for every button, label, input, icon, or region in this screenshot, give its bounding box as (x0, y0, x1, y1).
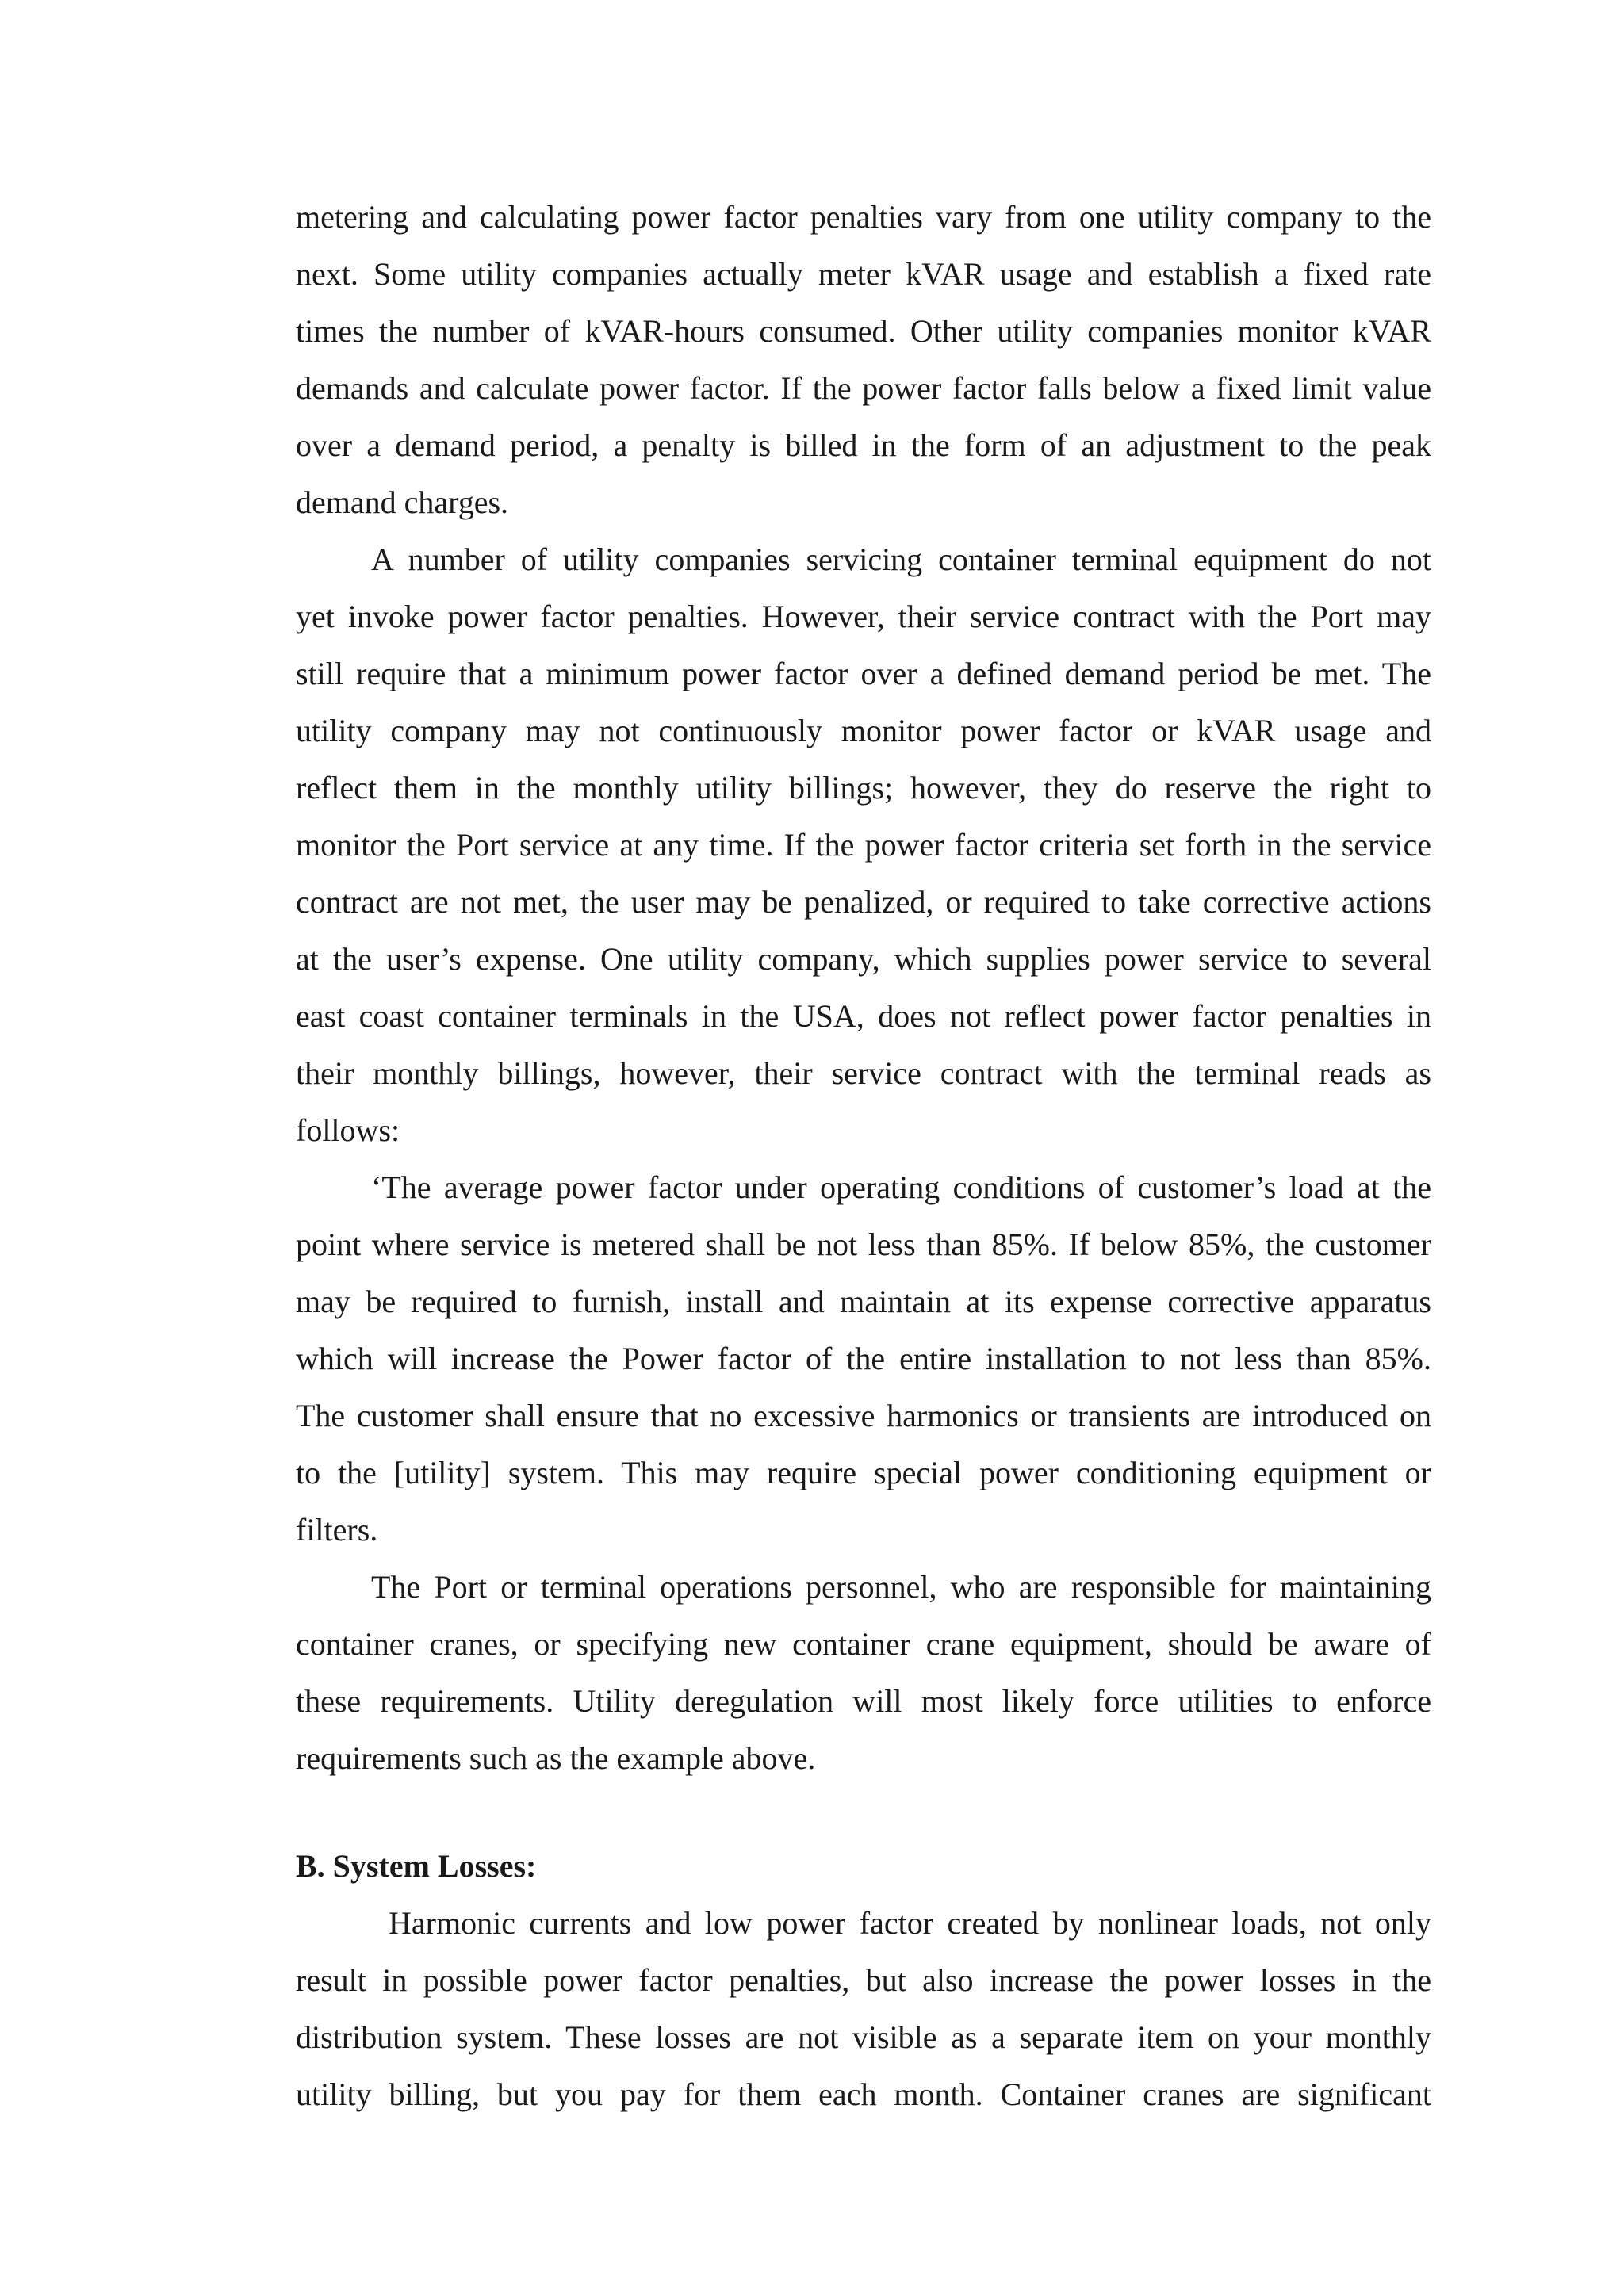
paragraph-2-line-9: east coast container terminals in the USA, does not reflect power factor penalties in (296, 998, 1431, 1034)
paragraph-5-line-3: distribution system. These losses are not visible as a separate item on your monthly (296, 2019, 1431, 2055)
paragraph-1-line-3: times the number of kVAR-hours consumed. Other utility companies monitor kVAR (296, 313, 1431, 349)
paragraph-1-line-4: demands and calculate power factor. If the power factor falls below a fixed limit value (296, 370, 1431, 406)
paragraph-2-line-11: follows: (296, 1112, 400, 1148)
paragraph-3-line-3: may be required to furnish, install and maintain at its expense corrective apparatus (296, 1284, 1431, 1319)
paragraph-1-line-2: next. Some utility companies actually meter kVAR usage and establish a fixed rate (296, 256, 1431, 292)
paragraph-1-line-6: demand charges. (296, 484, 509, 520)
paragraph-4-line-4: requirements such as the example above. (296, 1740, 816, 1776)
paragraph-3-line-1: ‘The average power factor under operating conditions of customer’s load at the (371, 1169, 1431, 1205)
paragraph-2-line-3: still require that a minimum power factor over a defined demand period be met. The (296, 656, 1431, 691)
paragraph-2-line-2: yet invoke power factor penalties. However, their service contract with the Port may (296, 599, 1431, 634)
paragraph-2-line-8: at the user’s expense. One utility company, which supplies power service to several (296, 941, 1431, 977)
paragraph-4-line-1: The Port or terminal operations personnel, who are responsible for maintaining (371, 1569, 1431, 1605)
paragraph-2-line-10: their monthly billings, however, their service contract with the terminal reads as (296, 1055, 1431, 1091)
paragraph-3-line-6: to the [utility] system. This may require special power conditioning equipment or (296, 1455, 1431, 1490)
paragraph-4-line-3: these requirements. Utility deregulation will most likely force utilities to enforce (296, 1683, 1431, 1719)
paragraph-2-line-7: contract are not met, the user may be penalized, or required to take corrective actions (296, 884, 1431, 920)
paragraph-3-line-2: point where service is metered shall be not less than 85%. If below 85%, the customer (296, 1226, 1431, 1262)
paragraph-2-line-5: reflect them in the monthly utility billings; however, they do reserve the right to (296, 770, 1431, 806)
paragraph-2-line-1: A number of utility companies servicing container terminal equipment do not (371, 541, 1431, 577)
paragraph-4-line-2: container cranes, or specifying new container crane equipment, should be aware of (296, 1626, 1431, 1662)
paragraph-3-line-4: which will increase the Power factor of the entire installation to not less than 85%. (296, 1341, 1431, 1376)
paragraph-1-line-5: over a demand period, a penalty is billed in the form of an adjustment to the peak (296, 427, 1431, 463)
paragraph-5-line-1: Harmonic currents and low power factor created by nonlinear loads, not only (389, 1905, 1431, 1941)
paragraph-5-line-2: result in possible power factor penalties, but also increase the power losses in the (296, 1962, 1431, 1998)
paragraph-2-line-6: monitor the Port service at any time. If the power factor criteria set forth in the service (296, 827, 1431, 863)
paragraph-2-line-4: utility company may not continuously monitor power factor or kVAR usage and (296, 713, 1431, 748)
paragraph-1-line-1: metering and calculating power factor penalties vary from one utility company to the (296, 199, 1431, 235)
paragraph-3-line-7: filters. (296, 1512, 378, 1548)
paragraph-3-line-5: The customer shall ensure that no excessive harmonics or transients are introduced on (296, 1398, 1431, 1433)
paragraph-5-line-4: utility billing, but you pay for them each month. Container cranes are significant (296, 2076, 1431, 2112)
section-heading: B. System Losses: (296, 1848, 537, 1884)
